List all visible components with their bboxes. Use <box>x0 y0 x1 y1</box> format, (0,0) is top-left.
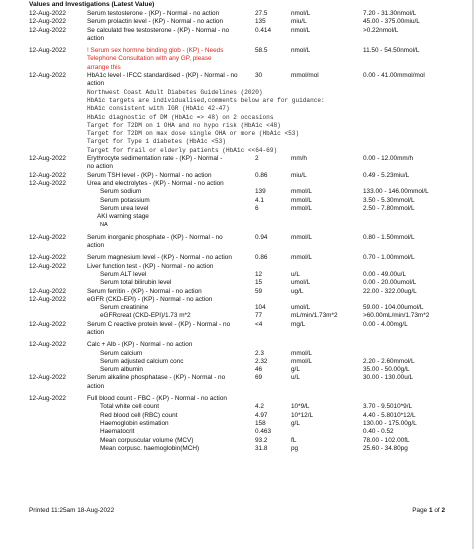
result-row <box>29 428 469 436</box>
result-unit: miu/L <box>291 18 307 26</box>
result-unit: mmol/L <box>291 254 312 262</box>
result-row <box>29 55 469 63</box>
result-row <box>29 312 469 320</box>
page-title: Values and Investigations (Latest Value) <box>29 1 155 8</box>
result-unit: mL/min/1.73m*2 <box>291 312 338 320</box>
reference-range: 0.40 - 0.52 <box>363 428 394 436</box>
test-name: Telephone Consultation with any GP, please <box>87 55 212 63</box>
result-value: 0.86 <box>255 254 268 262</box>
result-unit: mmol/L <box>291 196 312 204</box>
test-name: Serum alkaline phosphatase - (KP) - Normal - no <box>87 374 226 382</box>
result-row <box>29 412 469 420</box>
reference-range: 130.00 - 175.00g/L <box>363 419 417 427</box>
page-total: 2 <box>441 507 445 514</box>
result-row <box>29 321 469 329</box>
test-name: action <box>87 328 105 336</box>
result-row <box>29 350 469 358</box>
result-value: 2.32 <box>255 357 268 365</box>
result-row <box>29 205 469 213</box>
reference-range: 133.00 - 146.00mmol/L <box>363 188 429 196</box>
result-unit: nmol/L <box>291 10 311 17</box>
result-date: 12-Aug-2022 <box>29 262 66 270</box>
result-row <box>29 10 469 18</box>
result-row <box>29 288 469 296</box>
result-row <box>29 383 469 391</box>
test-name: Full blood count - FBC - (KP) - Normal - no action <box>87 395 227 403</box>
result-unit: mmol/L <box>291 349 312 357</box>
result-date: 12-Aug-2022 <box>29 320 66 328</box>
reference-range: 4.40 - 5.8010*12/L <box>363 411 416 419</box>
reference-range: 30.00 - 130.00u/L <box>363 374 414 382</box>
reference-range: 0.00 - 49.00u/L <box>363 270 406 278</box>
result-value: 59 <box>255 287 263 295</box>
result-date: 12-Aug-2022 <box>29 254 66 262</box>
result-row <box>29 263 469 271</box>
test-name: action <box>87 242 105 250</box>
reference-range: 3.50 - 5.30mmol/L <box>363 196 415 204</box>
reference-range: 2.50 - 7.80mmol/L <box>363 204 415 212</box>
result-row <box>29 358 469 366</box>
result-value: 0.463 <box>255 428 271 436</box>
test-name: Serum albumin <box>100 366 143 374</box>
result-unit: mmol/L <box>291 233 312 241</box>
result-row <box>29 97 469 105</box>
result-row <box>29 89 469 97</box>
test-name: Serum potassium <box>100 196 150 204</box>
result-unit: mmol/L <box>291 357 312 365</box>
result-value: 158 <box>255 419 266 427</box>
test-name: action <box>87 34 105 42</box>
reference-range: 78.00 - 102.00fL <box>363 436 410 444</box>
reference-range: 22.00 - 322.00ug/L <box>363 287 417 295</box>
reference-range: >60.00mL/min/1.73m*2 <box>363 312 430 320</box>
result-unit: umol/L <box>291 304 311 312</box>
result-value: 15 <box>255 279 263 287</box>
result-row <box>29 341 469 349</box>
result-row <box>29 180 469 188</box>
reference-range: 2.20 - 2.60mmol/L <box>363 357 415 365</box>
result-value: 104 <box>255 304 266 312</box>
result-row <box>29 304 469 312</box>
test-name: Serum ALT level <box>100 270 147 278</box>
result-row <box>29 47 469 55</box>
result-date: 12-Aug-2022 <box>29 10 66 17</box>
test-name: Urea and electrolytes - (KP) - Normal - no action <box>87 179 224 187</box>
result-row <box>29 35 469 43</box>
test-name: Haematocrit <box>100 428 135 436</box>
result-row <box>29 221 469 229</box>
result-row <box>29 213 469 221</box>
test-name: eGFR (CKD-EPI) - (KP) - Normal - no action <box>87 295 213 303</box>
result-row <box>29 64 469 72</box>
result-value: 2 <box>255 155 259 163</box>
result-unit: mmol/L <box>291 204 312 212</box>
result-value: 27.5 <box>255 10 268 17</box>
test-name: Serum testosterone - (KP) - Normal - no action <box>87 10 220 17</box>
result-value: 139 <box>255 188 266 196</box>
test-name: HbA1c level - IFCC standardised - (KP) - Normal - no <box>87 72 238 80</box>
test-name: Serum adjusted calcium conc <box>100 357 184 365</box>
result-value: 0.86 <box>255 171 268 179</box>
result-date: 12-Aug-2022 <box>29 395 66 403</box>
result-date: 12-Aug-2022 <box>29 47 66 55</box>
test-name: Haemoglobin estimation <box>100 419 169 427</box>
result-row <box>29 403 469 411</box>
result-unit: u/L <box>291 270 300 278</box>
result-unit: fL <box>291 436 297 444</box>
result-date: 12-Aug-2022 <box>29 233 66 241</box>
reference-range: 0.00 - 12.00mm/h <box>363 155 414 163</box>
test-name: no action <box>87 163 113 171</box>
reference-range: 0.80 - 1.50mmol/L <box>363 233 415 241</box>
test-name: Liver function test - (KP) - Normal - no action <box>87 262 214 270</box>
reference-range: 11.50 - 54.50nmol/L <box>363 47 420 55</box>
result-row <box>29 155 469 163</box>
result-row <box>29 105 469 113</box>
result-unit: nmol/L <box>291 26 311 34</box>
result-row <box>29 18 469 26</box>
result-row <box>29 271 469 279</box>
test-name: Target for Type 1 diabetes (HbA1c <53) <box>87 138 226 146</box>
result-unit: 10*12/L <box>291 411 314 419</box>
test-name: Target for T2DM on 1 OHA and no hypo risk (HbA1c <48) <box>87 121 281 129</box>
reference-range: 0.00 - 4.00mg/L <box>363 320 408 328</box>
result-row <box>29 420 469 428</box>
test-name: action <box>87 382 105 390</box>
test-name: HbA1c diagnostic of DM (HbA1c => 48) on 2 occasions <box>87 113 274 121</box>
test-name: Serum magnesium level - (KP) - Normal - no action <box>87 254 232 262</box>
result-value: 2.3 <box>255 349 264 357</box>
test-name: Target for frail or elderly patients (HbA1c <<64-69) <box>87 146 278 154</box>
page-current: 1 <box>428 507 433 514</box>
test-name: Total white cell count <box>100 403 159 411</box>
result-row <box>29 437 469 445</box>
reference-range: 35.00 - 50.00g/L <box>363 366 410 374</box>
result-unit: g/L <box>291 419 300 427</box>
result-row <box>29 163 469 171</box>
test-name: Serum TSH level - (KP) - Normal - no action <box>87 171 212 179</box>
test-name: Calc + Alb - (KP) - Normal - no action <box>87 341 193 349</box>
test-name: HbA1c consistent with IGR (HbA1c 42-47) <box>87 105 230 113</box>
result-row <box>29 72 469 80</box>
test-name: eGFRcreat (CKD-EPI)/1.73 m*2 <box>100 312 191 320</box>
result-value: 4.2 <box>255 403 264 411</box>
result-unit: g/L <box>291 366 300 374</box>
result-value: 4.1 <box>255 196 264 204</box>
result-unit: pg <box>291 444 299 452</box>
result-row <box>29 374 469 382</box>
result-value: 0.414 <box>255 26 271 34</box>
result-value: 6 <box>255 204 259 212</box>
reference-range: 0.49 - 5.23miu/L <box>363 171 410 179</box>
result-date: 12-Aug-2022 <box>29 155 66 163</box>
printed-timestamp: Printed 11:25am 18-Aug-2022 <box>29 507 115 514</box>
result-row <box>29 138 469 146</box>
result-date: 12-Aug-2022 <box>29 374 66 382</box>
test-name: HbA1c targets are individualised,comments below are for guidance: <box>87 96 325 104</box>
result-row <box>29 114 469 122</box>
result-value: 31.8 <box>255 444 268 452</box>
test-name: Serum C reactive protein level - (KP) - Normal - no <box>87 320 231 328</box>
result-value: 30 <box>255 72 263 80</box>
test-name: Serum creatinine <box>100 304 149 312</box>
result-row <box>29 366 469 374</box>
result-unit: 10*9/L <box>291 403 310 411</box>
result-unit: miu/L <box>291 171 307 179</box>
result-date: 12-Aug-2022 <box>29 171 66 179</box>
result-value: 69 <box>255 374 263 382</box>
reference-range: >0.22nmol/L <box>363 26 399 34</box>
test-name: ! Serum sex hormne binding glob - (KP) - Needs <box>87 47 224 55</box>
test-name: AKI warning stage <box>97 213 149 221</box>
results-list <box>29 10 469 453</box>
result-date: 12-Aug-2022 <box>29 295 66 303</box>
result-unit: ug/L <box>291 287 304 295</box>
test-name: Erythrocyte sedimentation rate - (KP) - Normal - <box>87 155 223 163</box>
test-name: Se calculatd free testosterone - (KP) - Normal - no <box>87 26 230 34</box>
result-unit: u/L <box>291 374 300 382</box>
page-footer <box>29 507 445 516</box>
test-name: Serum total bilirubin level <box>100 279 172 287</box>
reference-range: 0.00 - 20.00umol/L <box>363 279 417 287</box>
test-name: Serum inorganic phosphate - (KP) - Normal - no <box>87 233 223 241</box>
result-row <box>29 234 469 242</box>
test-name: arrange this <box>87 63 121 71</box>
result-date: 12-Aug-2022 <box>29 287 66 295</box>
result-unit: mg/L <box>291 320 306 328</box>
reference-range: 25.60 - 34.80pg <box>363 444 408 452</box>
result-value: 93.2 <box>255 436 268 444</box>
result-row <box>29 445 469 453</box>
result-row <box>29 329 469 337</box>
result-row <box>29 296 469 304</box>
result-row <box>29 279 469 287</box>
result-date: 12-Aug-2022 <box>29 341 66 349</box>
test-name: Serum ferritin - (KP) - Normal - no action <box>87 287 202 295</box>
result-unit: mmol/L <box>291 188 312 196</box>
result-value: 77 <box>255 312 263 320</box>
result-row <box>29 254 469 262</box>
result-row <box>29 122 469 130</box>
reference-range: 3.70 - 9.5010*9/L <box>363 403 413 411</box>
result-value: 46 <box>255 366 263 374</box>
result-value: 135 <box>255 18 266 26</box>
result-unit: mmol/mol <box>291 72 319 80</box>
result-row <box>29 242 469 250</box>
result-value: 4.97 <box>255 411 268 419</box>
result-value: 0.94 <box>255 233 268 241</box>
result-value: <4 <box>255 320 263 328</box>
result-value: 12 <box>255 270 263 278</box>
test-name: Northwest Coast Adult Diabetes Guidelines (2020) <box>87 88 263 96</box>
result-row <box>29 27 469 35</box>
page-of: of <box>432 507 442 514</box>
result-date: 12-Aug-2022 <box>29 18 66 26</box>
test-name: Serum prolactin level - (KP) - Normal - no action <box>87 18 224 26</box>
reference-range: 59.00 - 104.00umol/L <box>363 304 424 312</box>
result-unit: nmol/L <box>291 47 311 55</box>
result-date: 12-Aug-2022 <box>29 72 66 80</box>
reference-range: 7.20 - 31.30nmol/L <box>363 10 417 17</box>
test-name: Mean corpusc. haemoglobin(MCH) <box>100 444 200 452</box>
test-name: Serum calcium <box>100 349 143 357</box>
test-name: Red blood cell (RBC) count <box>100 411 178 419</box>
page-prefix: Page <box>412 507 429 514</box>
result-row <box>29 130 469 138</box>
test-name: action <box>87 80 105 88</box>
test-name: Mean corpuscular volume (MCV) <box>100 436 194 444</box>
result-row <box>29 172 469 180</box>
result-unit: umol/L <box>291 279 311 287</box>
reference-range: 0.00 - 41.00mmol/mol <box>363 72 425 80</box>
reference-range: 0.70 - 1.00mmol/L <box>363 254 415 262</box>
reference-range: 45.00 - 375.00miu/L <box>363 18 420 26</box>
result-unit: mm/h <box>291 155 307 163</box>
test-name: NA <box>100 222 108 229</box>
page-number <box>412 507 445 515</box>
result-row <box>29 197 469 205</box>
result-date: 12-Aug-2022 <box>29 179 66 187</box>
result-row <box>29 395 469 403</box>
test-name: Serum urea level <box>100 204 149 212</box>
result-row <box>29 188 469 196</box>
result-date: 12-Aug-2022 <box>29 26 66 34</box>
result-row <box>29 80 469 88</box>
result-value: 58.5 <box>255 47 268 55</box>
test-name: Target for T2DM on max dose single OHA or more (HbA1c <53) <box>87 130 300 138</box>
test-name: Serum sodium <box>100 188 142 196</box>
result-row <box>29 147 469 155</box>
